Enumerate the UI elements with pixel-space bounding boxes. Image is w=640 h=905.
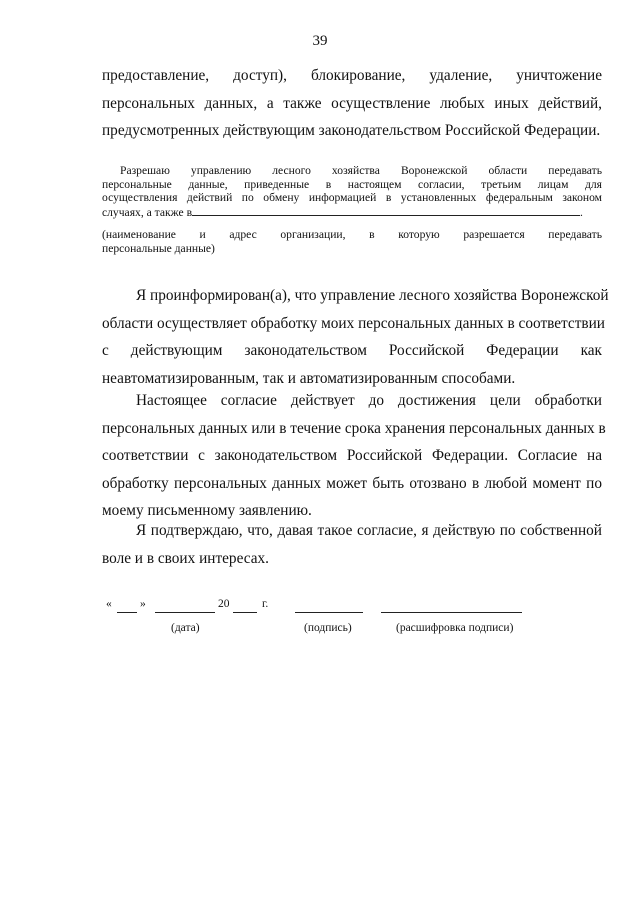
text-line: области осуществляет обработку моих персональных данных в соответствии	[102, 314, 605, 332]
text-line: предоставление, доступ), блокирование, удаление, уничтожение	[102, 67, 602, 84]
text-line: случаях, а также в	[102, 205, 193, 219]
date-label: (дата)	[171, 622, 200, 634]
text-line: персональные данные, приведенные в настоящем согласии, третьим лицам для	[102, 177, 602, 191]
permission-block	[102, 164, 602, 219]
decoding-blank-line	[381, 612, 522, 613]
date-quote-close: »	[140, 598, 146, 610]
text-line: неавтоматизированным, так и автоматизированным способами.	[102, 369, 516, 387]
day-blank-line	[117, 612, 137, 613]
permission-note	[102, 228, 602, 255]
text-line: воле и в своих интересах.	[102, 549, 269, 567]
text-line: персональные данные)	[102, 241, 215, 255]
text-line: Я подтверждаю, что, давая такое согласие, я действую по собственной	[136, 522, 602, 539]
text-line: Настоящее согласие действует до достижения цели обработки	[136, 392, 602, 409]
paragraph-processing-actions	[102, 62, 602, 145]
page-number: 39	[312, 33, 328, 49]
paragraph-informed	[102, 282, 609, 392]
organization-blank-line	[192, 205, 580, 216]
text-line: обработку персональных данных может быть отозвано в любой момент по	[102, 474, 602, 492]
text-line: персональных данных или в течение срока хранения персональных данных в	[102, 419, 606, 437]
paragraph-confirmation	[102, 517, 602, 572]
year-blank-line	[233, 612, 257, 613]
signature-blank-line	[295, 612, 363, 613]
text-line: Я проинформирован(а), что управление лесного хозяйства Воронежской	[136, 287, 609, 304]
text-line: предусмотренных действующим законодательством Российской Федерации.	[102, 122, 601, 139]
text-line: моему письменному заявлению.	[102, 502, 312, 519]
date-quote-open: «	[106, 598, 112, 610]
year-prefix: 20	[218, 598, 230, 610]
text-line: соответствии с законодательством Российской Федерации. Согласие на	[102, 447, 602, 464]
text-line: (наименование и адрес организации, в которую разрешается передавать	[102, 228, 602, 241]
paragraph-validity	[102, 387, 606, 525]
month-blank-line	[155, 612, 215, 613]
decoding-label: (расшифровка подписи)	[396, 622, 514, 634]
text-line: осуществления действий по обмену информацией в установленных федеральным законом	[102, 191, 602, 204]
text-line: Разрешаю управлению лесного хозяйства Воронежской области передавать	[120, 164, 602, 177]
permission-last-line	[102, 205, 602, 220]
text-line: персональных данных, а также осуществление любых иных действий,	[102, 94, 602, 112]
year-suffix: г.	[262, 598, 269, 610]
text-line: с действующим законодательством Российской Федерации как	[102, 342, 602, 359]
end-mark: .	[580, 205, 583, 219]
signature-label: (подпись)	[304, 622, 352, 634]
